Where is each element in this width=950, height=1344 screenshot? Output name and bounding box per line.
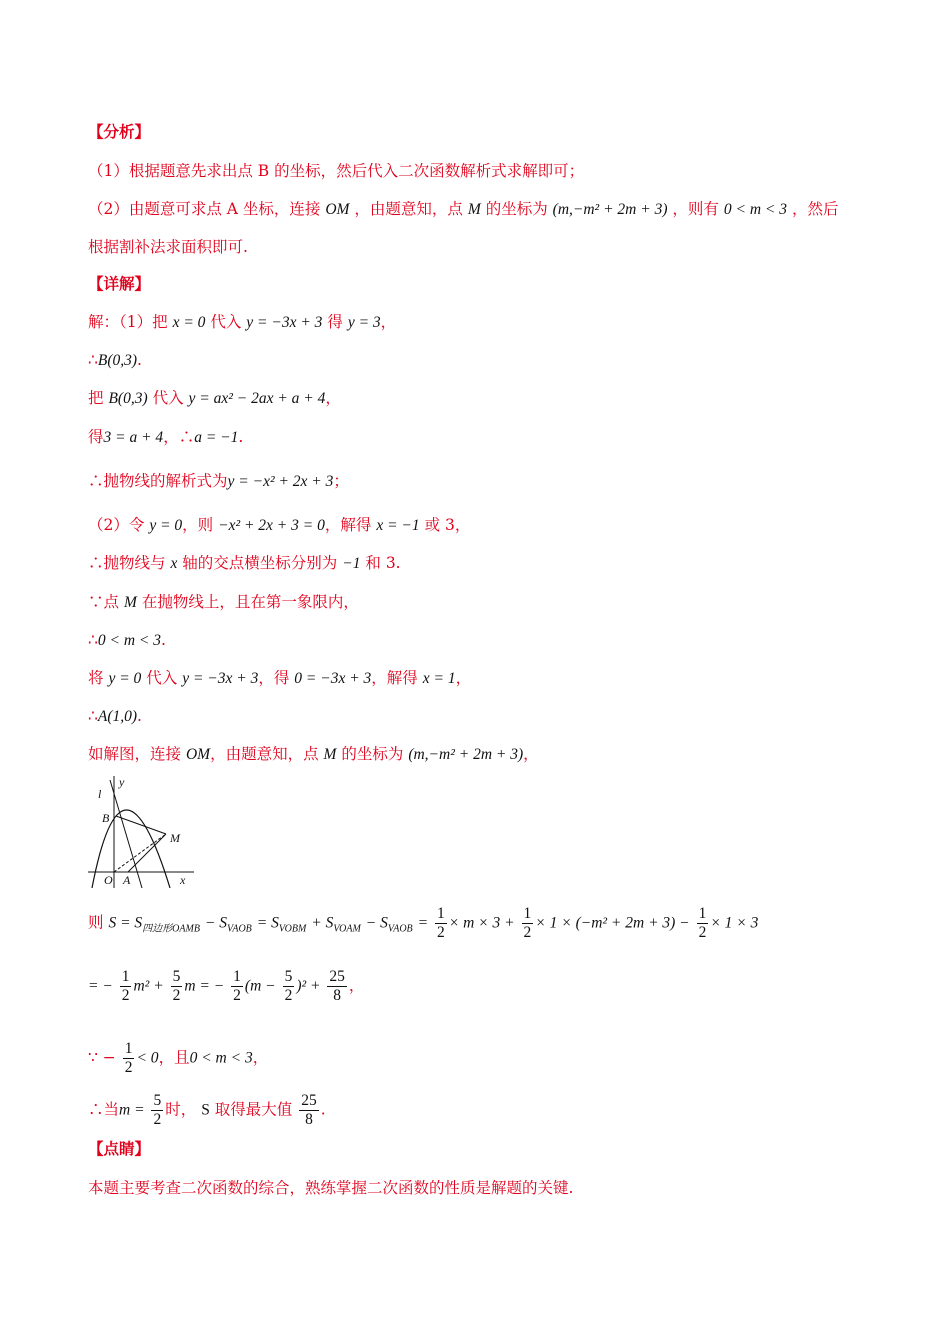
step-9 [88, 629, 166, 652]
denominator: 2 [121, 987, 130, 1004]
math-m-coord: (m,−m² + 2m + 3) [552, 201, 668, 218]
numerator: 1 [523, 905, 532, 922]
step-math: m = − [184, 977, 225, 995]
step-text: ∴ [88, 351, 98, 369]
step-text: 代入 [152, 389, 184, 407]
step-math-sub: VAOB [387, 923, 413, 935]
step-math: x = −1 [376, 517, 420, 534]
step-text: ； [333, 472, 349, 490]
fraction [697, 905, 709, 942]
label-m: M [170, 831, 180, 845]
numerator: 5 [284, 968, 293, 985]
segment-am [128, 834, 166, 872]
fraction [123, 1040, 135, 1077]
step-math: −x² + 2x + 3 = 0 [218, 517, 325, 534]
step-text: ， [325, 389, 341, 407]
step-text: . [320, 1100, 326, 1119]
step-text: 代入 [210, 313, 242, 331]
step-12 [88, 743, 539, 766]
step-text: ， [455, 669, 472, 687]
analysis-line-3: 根据割补法求面积即可. [88, 238, 248, 256]
step-math: A(1,0) [97, 708, 138, 725]
step-math: y = −3x + 3 [246, 314, 323, 331]
step-text: ， [252, 1048, 269, 1067]
comment-header: 【点睛】 [88, 1140, 151, 1158]
step-text: ∴ [88, 631, 98, 649]
label-o: O [104, 873, 113, 887]
fraction [120, 968, 132, 1005]
step-math: (m,−m² + 2m + 3) [408, 746, 524, 763]
step-text: 得 [327, 313, 343, 331]
numerator: 25 [301, 1092, 317, 1109]
step-text: . [238, 428, 244, 446]
step-8 [88, 591, 359, 614]
fraction [435, 905, 447, 942]
fraction [171, 968, 183, 1005]
step-text: 取得最大值 [214, 1100, 293, 1119]
step-text: 把 [88, 389, 104, 407]
step-3 [88, 387, 341, 410]
step-math: y = −3x + 3 [182, 670, 259, 687]
step-math: m = [119, 1101, 145, 1119]
step-6 [88, 514, 470, 537]
step-text: ， [348, 976, 365, 995]
step-10 [88, 667, 471, 690]
numerator: 5 [153, 1092, 162, 1109]
step-math: 3 = a + 4 [103, 429, 164, 446]
step-text: ，则 [182, 516, 214, 534]
step-text: ∴当 [88, 1100, 120, 1119]
step-text: 在抛物线上，且在第一象限内， [141, 593, 359, 611]
step-math: M [123, 594, 137, 611]
step-math: = − [88, 977, 113, 995]
fraction [327, 968, 347, 1005]
step-math: 0 < m < 3 [189, 1049, 253, 1067]
fraction [151, 1092, 163, 1129]
step-math-sub: VOAM [333, 923, 361, 935]
detail-header: 【详解】 [88, 275, 151, 293]
step-14 [88, 968, 364, 1005]
analysis-text: ，则有 [672, 200, 719, 218]
step-text: ∴抛物线的解析式为 [88, 472, 228, 490]
math-m-range: 0 < m < 3 [723, 201, 787, 218]
step-math: y = ax² − 2ax + a + 4 [188, 390, 326, 407]
label-x: x [180, 873, 186, 887]
comment-text: 本题主要考查二次函数的综合，熟练掌握二次函数的性质是解题的关键. [88, 1179, 574, 1197]
step-text: ∴抛物线与 [88, 554, 166, 572]
step-text: ，解得 [324, 516, 372, 534]
fraction [231, 968, 243, 1005]
step-math-sub: VAOB [226, 923, 252, 935]
label-l: l [98, 787, 102, 801]
denominator: 8 [333, 987, 342, 1004]
step-2 [88, 349, 142, 372]
fraction [522, 905, 534, 942]
step-text: 时， [165, 1100, 197, 1119]
numerator: 5 [172, 968, 181, 985]
step-math: 0 < m < 3 [97, 632, 161, 649]
step-math: x = 1 [422, 670, 456, 687]
step-text: ∴ [88, 707, 98, 725]
step-5 [88, 470, 349, 493]
step-math-sub: 四边形OAMB [142, 923, 200, 935]
step-math: = [417, 914, 429, 932]
step-text: 和 3. [365, 554, 401, 572]
step-text: 将 [88, 669, 104, 687]
step-math: m² + [133, 977, 164, 995]
step-text: 得 [88, 428, 104, 446]
numerator: 1 [124, 1040, 133, 1057]
step-math: S = S [108, 914, 143, 932]
numerator: 25 [329, 968, 345, 985]
step-text: （2）令 [88, 516, 145, 534]
denominator: 2 [153, 1111, 162, 1128]
step-math: × 1 × (−m² + 2m + 3) − [535, 914, 690, 932]
analysis-text: ，由题意知，点 [354, 200, 463, 218]
step-math: a = −1 [194, 429, 239, 446]
step-math: y = 0 [108, 670, 142, 687]
step-math: S [201, 1101, 210, 1119]
numerator: 1 [233, 968, 241, 985]
step-math: + S [311, 914, 334, 932]
step-1 [88, 311, 396, 334]
step-15 [88, 1040, 268, 1077]
analysis-text: （2）由题意可求点 A 坐标，连接 [88, 200, 321, 218]
analysis-text: 的坐标为 [485, 200, 548, 218]
denominator: 2 [172, 987, 181, 1004]
step-math: 0 = −3x + 3 [294, 670, 372, 687]
step-text: 的坐标为 [341, 745, 404, 763]
step-text: . [161, 631, 166, 649]
analysis-header: 【分析】 [88, 123, 151, 141]
step-13 [88, 905, 758, 942]
step-text: . [137, 707, 142, 725]
denominator: 2 [124, 1059, 133, 1076]
denominator: 2 [284, 987, 293, 1004]
step-text: 则 [88, 913, 104, 932]
step-text: ，解得 [371, 669, 418, 687]
step-math: y = 0 [149, 517, 183, 534]
step-text: ，且 [158, 1048, 190, 1067]
step-math: (m − [244, 977, 276, 995]
step-text: ∵点 [88, 593, 120, 611]
step-text: 轴的交点横坐标分别为 [182, 554, 338, 572]
step-text: ，∴ [163, 428, 195, 446]
step-text: 解：（1）把 [88, 313, 168, 331]
step-text: ∵ − [88, 1048, 116, 1067]
numerator: 1 [437, 905, 445, 922]
step-math: < 0 [136, 1049, 159, 1067]
label-a: A [123, 873, 131, 887]
step-math: y = −x² + 2x + 3 [227, 473, 334, 490]
step-math: = S [256, 914, 279, 932]
fraction [299, 1092, 319, 1129]
numerator: 1 [121, 968, 130, 985]
denominator: 2 [698, 924, 707, 941]
step-math: OM [185, 746, 211, 763]
denominator: 2 [523, 924, 532, 941]
step-text: 如解图，连接 [88, 745, 182, 763]
analysis-line-2 [88, 198, 838, 221]
math-m: M [467, 201, 481, 218]
step-text: 代入 [146, 669, 178, 687]
denominator: 2 [437, 924, 445, 941]
step-11 [88, 705, 142, 728]
step-text: ， [380, 313, 397, 331]
step-math: x [170, 555, 178, 572]
step-math: y = 3 [347, 314, 381, 331]
step-math: − S [365, 914, 388, 932]
math-om: OM [325, 201, 350, 218]
denominator: 2 [233, 987, 241, 1004]
step-math: )² + [296, 977, 321, 995]
step-text: ，得 [258, 669, 290, 687]
step-math: M [323, 746, 337, 763]
step-text: 或 3， [424, 516, 471, 534]
step-text: ， [523, 745, 539, 763]
step-math: × m × 3 + [448, 914, 515, 932]
step-math: − S [204, 914, 227, 932]
parabola-figure [88, 772, 198, 888]
analysis-line-1: （1）根据题意先求出点 B 的坐标，然后代入二次函数解析式求解即可； [88, 162, 585, 180]
step-math: B(0,3) [97, 352, 138, 369]
step-text: ，由题意知，点 [210, 745, 319, 763]
label-b: B [102, 811, 110, 825]
step-math: × 1 × 3 [710, 914, 759, 932]
analysis-text: ，然后 [791, 200, 839, 218]
step-16 [88, 1092, 326, 1129]
step-math: −1 [342, 555, 361, 572]
step-text: . [137, 351, 142, 369]
denominator: 8 [305, 1111, 313, 1128]
step-7 [88, 552, 401, 575]
step-math-sub: VOBM [278, 923, 307, 935]
step-4 [88, 426, 243, 449]
label-y: y [119, 775, 125, 789]
fraction [283, 968, 295, 1005]
numerator: 1 [698, 905, 707, 922]
step-math: B(0,3) [108, 390, 148, 407]
step-math: x = 0 [172, 314, 206, 331]
